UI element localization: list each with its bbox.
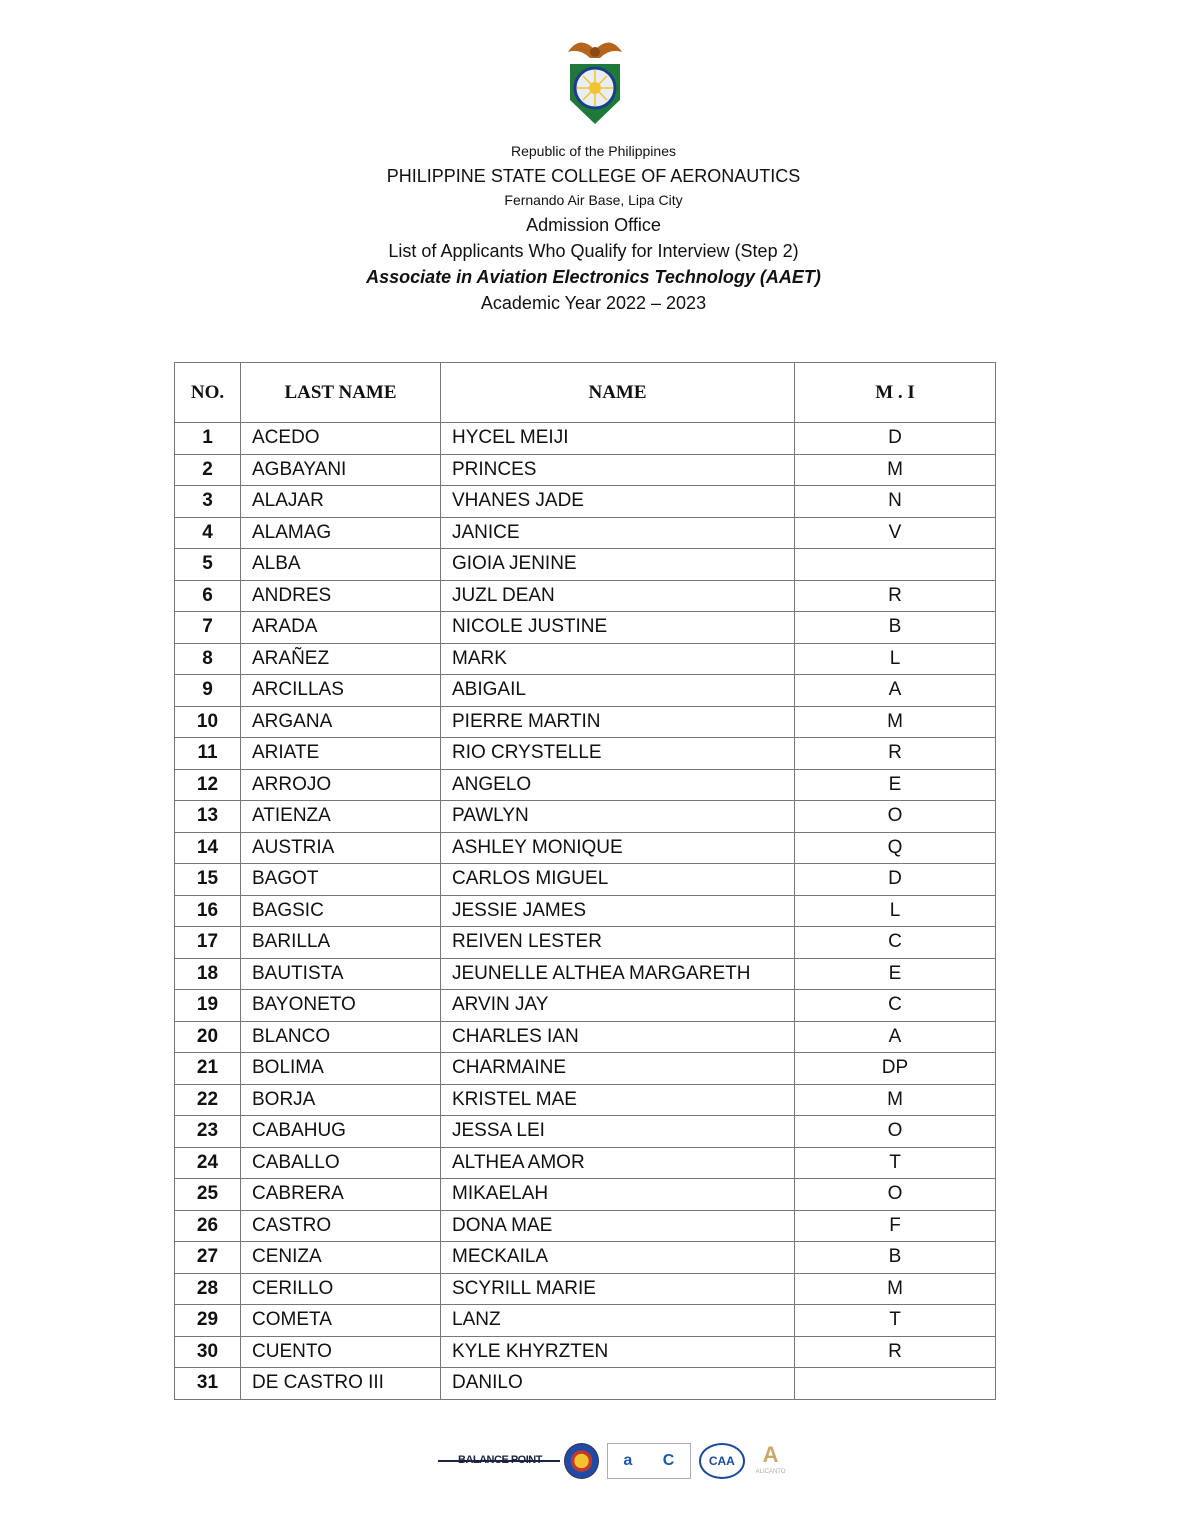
applicants-table (174, 362, 996, 1400)
row-number: 3 (175, 486, 241, 518)
first-name-cell: CARLOS MIGUEL (441, 864, 795, 896)
first-name-cell: CHARLES IAN (441, 1021, 795, 1053)
table-row (175, 675, 996, 707)
first-name-cell: JESSA LEI (441, 1116, 795, 1148)
first-name-cell: RIO CRYSTELLE (441, 738, 795, 770)
first-name-cell: KRISTEL MAE (441, 1084, 795, 1116)
alicanto-logo: A ALICANTO (755, 1442, 786, 1475)
col-mi: M . I (795, 363, 996, 423)
first-name-cell: CHARMAINE (441, 1053, 795, 1085)
first-name-cell: JUZL DEAN (441, 580, 795, 612)
row-number: 21 (175, 1053, 241, 1085)
middle-initial-cell: M (795, 1084, 996, 1116)
row-number: 4 (175, 517, 241, 549)
last-name-cell: AGBAYANI (241, 454, 441, 486)
table-row (175, 423, 996, 455)
table-row (175, 612, 996, 644)
last-name-cell: ARAÑEZ (241, 643, 441, 675)
table-row (175, 549, 996, 581)
middle-initial-cell: T (795, 1305, 996, 1337)
last-name-cell: ALBA (241, 549, 441, 581)
first-name-cell: SCYRILL MARIE (441, 1273, 795, 1305)
last-name-cell: ATIENZA (241, 801, 441, 833)
caa-logo: CAA (699, 1443, 746, 1479)
first-name-cell: KYLE KHYRZTEN (441, 1336, 795, 1368)
republic-line: Republic of the Philippines (511, 143, 676, 159)
footer-logos (438, 1436, 788, 1486)
table-row (175, 832, 996, 864)
last-name-cell: COMETA (241, 1305, 441, 1337)
row-number: 28 (175, 1273, 241, 1305)
row-number: 29 (175, 1305, 241, 1337)
col-name: NAME (441, 363, 795, 423)
first-name-cell: REIVEN LESTER (441, 927, 795, 959)
program-name: Associate in Aviation Electronics Technology (AAET) (366, 267, 821, 287)
last-name-cell: ARIATE (241, 738, 441, 770)
document-header (0, 140, 1187, 316)
last-name-cell: ALAMAG (241, 517, 441, 549)
first-name-cell: MARK (441, 643, 795, 675)
row-number: 7 (175, 612, 241, 644)
last-name-cell: BOLIMA (241, 1053, 441, 1085)
row-number: 5 (175, 549, 241, 581)
middle-initial-cell: M (795, 706, 996, 738)
middle-initial-cell: L (795, 643, 996, 675)
row-number: 31 (175, 1368, 241, 1400)
address-line: Fernando Air Base, Lipa City (504, 192, 683, 208)
table-row (175, 1368, 996, 1400)
first-name-cell: VHANES JADE (441, 486, 795, 518)
table-row (175, 580, 996, 612)
psca-crest-logo (560, 30, 630, 130)
last-name-cell: CASTRO (241, 1210, 441, 1242)
first-name-cell: ARVIN JAY (441, 990, 795, 1022)
certification-logo: a C (607, 1443, 690, 1479)
table-body (175, 423, 996, 1400)
col-last-name: LAST NAME (241, 363, 441, 423)
row-number: 12 (175, 769, 241, 801)
middle-initial-cell: O (795, 1116, 996, 1148)
first-name-cell: PIERRE MARTIN (441, 706, 795, 738)
last-name-cell: BAGOT (241, 864, 441, 896)
first-name-cell: JESSIE JAMES (441, 895, 795, 927)
last-name-cell: BARILLA (241, 927, 441, 959)
middle-initial-cell: M (795, 454, 996, 486)
middle-initial-cell: V (795, 517, 996, 549)
first-name-cell: ANGELO (441, 769, 795, 801)
row-number: 10 (175, 706, 241, 738)
table-row (175, 1084, 996, 1116)
middle-initial-cell: D (795, 864, 996, 896)
last-name-cell: BORJA (241, 1084, 441, 1116)
middle-initial-cell: C (795, 990, 996, 1022)
middle-initial-cell: L (795, 895, 996, 927)
list-title: List of Applicants Who Qualify for Interview (Step 2) (388, 241, 799, 261)
middle-initial-cell (795, 549, 996, 581)
middle-initial-cell: E (795, 958, 996, 990)
last-name-cell: DE CASTRO III (241, 1368, 441, 1400)
last-name-cell: CABRERA (241, 1179, 441, 1211)
table-row (175, 486, 996, 518)
middle-initial-cell: A (795, 675, 996, 707)
row-number: 19 (175, 990, 241, 1022)
table-row (175, 1021, 996, 1053)
table-row (175, 769, 996, 801)
last-name-cell: CERILLO (241, 1273, 441, 1305)
table-row (175, 958, 996, 990)
row-number: 25 (175, 1179, 241, 1211)
table-row (175, 864, 996, 896)
middle-initial-cell: N (795, 486, 996, 518)
table-row (175, 990, 996, 1022)
last-name-cell: ARROJO (241, 769, 441, 801)
row-number: 23 (175, 1116, 241, 1148)
middle-initial-cell: B (795, 1242, 996, 1274)
last-name-cell: ANDRES (241, 580, 441, 612)
table-row (175, 895, 996, 927)
middle-initial-cell: M (795, 1273, 996, 1305)
first-name-cell: JEUNELLE ALTHEA MARGARETH (441, 958, 795, 990)
last-name-cell: BLANCO (241, 1021, 441, 1053)
table-row (175, 454, 996, 486)
last-name-cell: ARADA (241, 612, 441, 644)
table-row (175, 643, 996, 675)
table-header-row (175, 363, 996, 423)
row-number: 2 (175, 454, 241, 486)
middle-initial-cell: T (795, 1147, 996, 1179)
first-name-cell: HYCEL MEIJI (441, 423, 795, 455)
college-name: PHILIPPINE STATE COLLEGE OF AERONAUTICS (386, 166, 801, 186)
table-row (175, 1273, 996, 1305)
middle-initial-cell: O (795, 801, 996, 833)
table-row (175, 927, 996, 959)
table-row (175, 1179, 996, 1211)
middle-initial-cell: F (795, 1210, 996, 1242)
row-number: 26 (175, 1210, 241, 1242)
table-row (175, 517, 996, 549)
middle-initial-cell: R (795, 738, 996, 770)
middle-initial-cell: R (795, 580, 996, 612)
last-name-cell: BAYONETO (241, 990, 441, 1022)
row-number: 9 (175, 675, 241, 707)
middle-initial-cell: DP (795, 1053, 996, 1085)
first-name-cell: JANICE (441, 517, 795, 549)
row-number: 6 (175, 580, 241, 612)
last-name-cell: ARCILLAS (241, 675, 441, 707)
middle-initial-cell (795, 1368, 996, 1400)
row-number: 18 (175, 958, 241, 990)
row-number: 8 (175, 643, 241, 675)
table-row (175, 1305, 996, 1337)
middle-initial-cell: Q (795, 832, 996, 864)
table-row (175, 1210, 996, 1242)
row-number: 27 (175, 1242, 241, 1274)
row-number: 14 (175, 832, 241, 864)
table-row (175, 801, 996, 833)
middle-initial-cell: B (795, 612, 996, 644)
row-number: 20 (175, 1021, 241, 1053)
table-row (175, 1242, 996, 1274)
table-row (175, 1147, 996, 1179)
first-name-cell: DONA MAE (441, 1210, 795, 1242)
table-row (175, 738, 996, 770)
last-name-cell: BAGSIC (241, 895, 441, 927)
middle-initial-cell: D (795, 423, 996, 455)
row-number: 17 (175, 927, 241, 959)
seal-logo (564, 1443, 599, 1479)
middle-initial-cell: A (795, 1021, 996, 1053)
last-name-cell: CABALLO (241, 1147, 441, 1179)
row-number: 15 (175, 864, 241, 896)
table-row (175, 706, 996, 738)
first-name-cell: LANZ (441, 1305, 795, 1337)
last-name-cell: ARGANA (241, 706, 441, 738)
row-number: 16 (175, 895, 241, 927)
row-number: 11 (175, 738, 241, 770)
academic-year: Academic Year 2022 – 2023 (480, 293, 707, 313)
first-name-cell: NICOLE JUSTINE (441, 612, 795, 644)
middle-initial-cell: O (795, 1179, 996, 1211)
row-number: 24 (175, 1147, 241, 1179)
first-name-cell: PRINCES (441, 454, 795, 486)
row-number: 30 (175, 1336, 241, 1368)
last-name-cell: ALAJAR (241, 486, 441, 518)
first-name-cell: ABIGAIL (441, 675, 795, 707)
first-name-cell: GIOIA JENINE (441, 549, 795, 581)
middle-initial-cell: C (795, 927, 996, 959)
balance-point-logo: BALANCE POINT (438, 1441, 556, 1481)
office-name: Admission Office (526, 215, 661, 235)
table-row (175, 1116, 996, 1148)
row-number: 13 (175, 801, 241, 833)
first-name-cell: MIKAELAH (441, 1179, 795, 1211)
first-name-cell: DANILO (441, 1368, 795, 1400)
table-row (175, 1336, 996, 1368)
last-name-cell: ACEDO (241, 423, 441, 455)
first-name-cell: ALTHEA AMOR (441, 1147, 795, 1179)
middle-initial-cell: E (795, 769, 996, 801)
last-name-cell: CUENTO (241, 1336, 441, 1368)
first-name-cell: ASHLEY MONIQUE (441, 832, 795, 864)
row-number: 22 (175, 1084, 241, 1116)
col-no: NO. (175, 363, 241, 423)
table-row (175, 1053, 996, 1085)
middle-initial-cell: R (795, 1336, 996, 1368)
first-name-cell: PAWLYN (441, 801, 795, 833)
last-name-cell: AUSTRIA (241, 832, 441, 864)
first-name-cell: MECKAILA (441, 1242, 795, 1274)
last-name-cell: CENIZA (241, 1242, 441, 1274)
row-number: 1 (175, 423, 241, 455)
last-name-cell: BAUTISTA (241, 958, 441, 990)
last-name-cell: CABAHUG (241, 1116, 441, 1148)
